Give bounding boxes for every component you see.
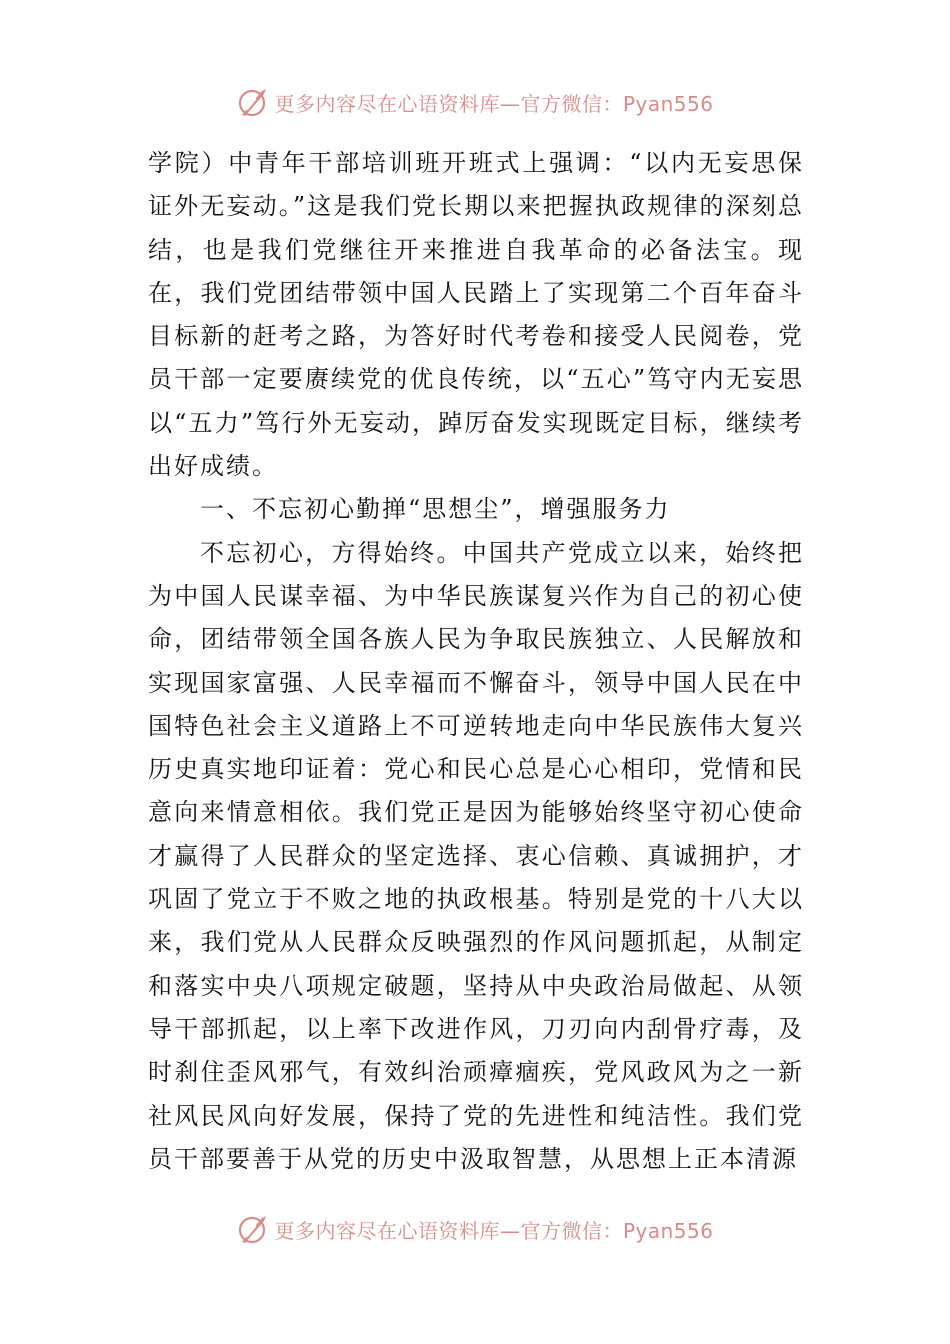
header-watermark [0, 82, 950, 122]
quill-logo-icon [236, 1212, 270, 1246]
watermark-text: 更多内容尽在心语资料库—官方微信：Pyan556 [274, 91, 714, 116]
watermark-text: 更多内容尽在心语资料库—官方微信：Pyan556 [274, 1218, 714, 1243]
paragraph-intro: 学院）中青年干部培训班开班式上强调：“以内无妄思保证外无妄动。”这是我们党长期以来把握执政规律的深刻总结，也是我们党继往开来推进自我革命的必备法宝。现在，我们党团结带领中国人民踏上了实现第二个百年奋斗目标新的赶考之路，为答好时代考卷和接受人民阅卷，党员干部一定要赓续党的优良传统，以“五心”笃守内无妄思以“五力”笃行外无妄动，踔厉奋发实现既定目标，继续考出好成绩。 [148, 149, 804, 481]
section-heading: 一、不忘初心勤掸“思想尘”，增强服务力 [200, 495, 671, 524]
quill-logo-icon [236, 85, 270, 119]
document-body [148, 142, 804, 1181]
footer-watermark [0, 1209, 950, 1249]
paragraph-body: 不忘初心，方得始终。中国共产党成立以来，始终把为中国人民谋幸福、为中华民族谋复兴作为自己的初心使命，团结带领全国各族人民为争取民族独立、人民解放和实现国家富强、人民幸福而不懈奋斗，领导中国人民在中国特色社会主义道路上不可逆转地走向中华民族伟大复兴历史真实地印证着：党心和民心总是心心相印，党情和民意向来情意相依。我们党正是因为能够始终坚守初心使命才赢得了人民群众的坚定选择、衷心信赖、真诚拥护，才巩固了党立于不败之地的执政根基。特别是党的十八大以来，我们党从人民群众反映强烈的作风问题抓起，从制定和落实中央八项规定破题，坚持从中央政治局做起、从领导干部抓起，以上率下改进作风，刀刃向内刮骨疗毒，及时刹住歪风邪气，有效纠治顽瘴痼疾，党风政风为之一新社风民风向好发展，保持了党的先进性和纯洁性。我们党员干部要善于从党的历史中汲取智慧，从思想上正本清源 [148, 538, 804, 1173]
